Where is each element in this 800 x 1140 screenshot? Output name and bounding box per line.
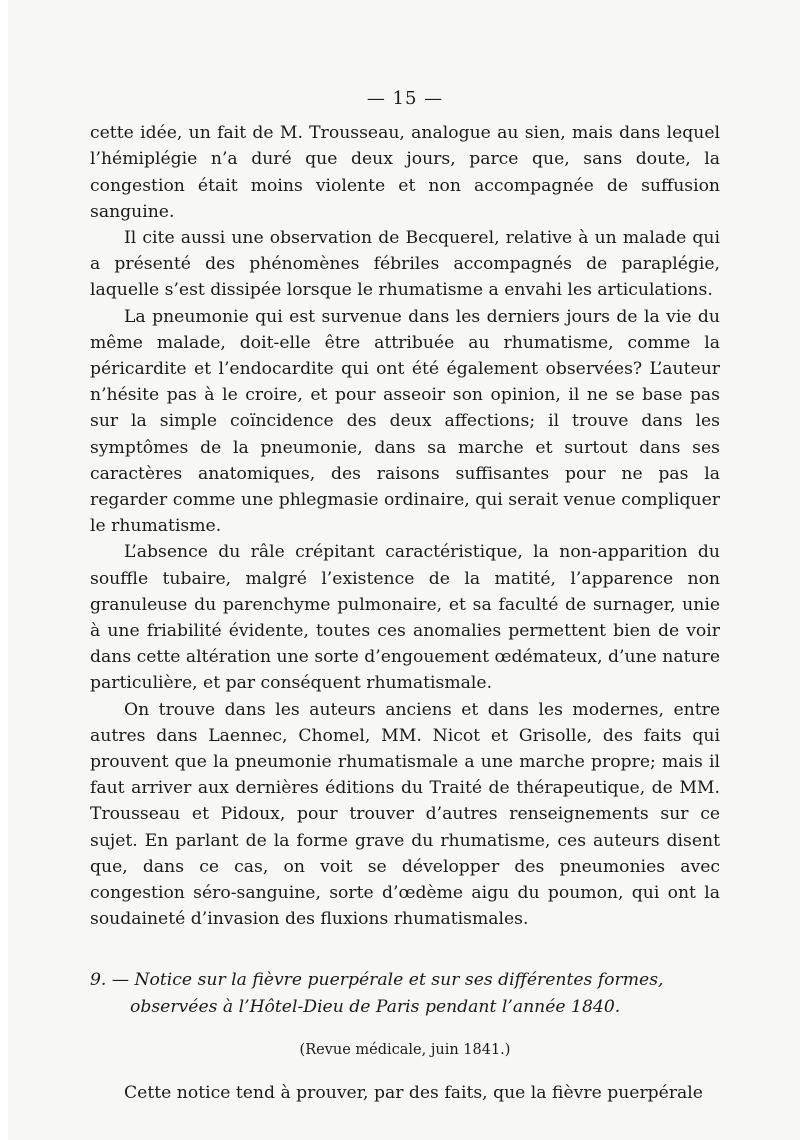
paragraph-4: L’absence du râle crépitant caractéristique, la non-apparition du souffle tubaire, malgré l’existence de la matité, l’apparence non granuleuse du parenchyme pulmonaire, et sa faculté de surnager, unie à une friabilité évidente, toutes ces anomalies permettent bien de voir dans cette altération une sorte d’engouement œdémateux, d’une nature particulière, et par conséquent rhumatismale.	[90, 542, 720, 694]
notice-source: (Revue médicale, juin 1841.)	[299, 1041, 511, 1058]
notice-heading	[90, 967, 720, 1064]
page-content	[90, 86, 720, 1106]
paragraph-5: On trouve dans les auteurs anciens et dans les modernes, entre autres dans Laennec, Chomel, MM. Nicot et Grisolle, des faits qui prouvent que la pneumonie rhumatismale a une marche propre; mais il faut arriver aux dernières éditions du Traité de thérapeutique, de MM. Trousseau et Pidoux, pour trouver d’autres renseignements sur ce sujet. En parlant de la forme grave du rhumatisme, ces auteurs disent que, dans ce cas, on voit se développer des pneumonies avec congestion séro-sanguine, sorte d’œdème aigu du poumon, qui ont la soudaineté d’invasion des fluxions rhumatismales.	[90, 699, 720, 930]
paragraph-2: Il cite aussi une observation de Becquerel, relative à un malade qui a présenté des phénomènes fébriles accompagnés de paraplégie, laquelle s’est dissipée lorsque le rhumatisme a envahi les articulations.	[90, 228, 720, 301]
page-number: — 15 —	[366, 88, 444, 109]
paragraph-1: cette idée, un fait de M. Trousseau, analogue au sien, mais dans lequel l’hémiplégie n’a duré que deux jours, parce que, sans doute, la congestion était moins violente et non accompagnée de suffusion sanguine.	[90, 123, 720, 222]
notice-title-line-1: 9. — Notice sur la fièvre puerpérale et sur ses différentes formes,	[90, 969, 664, 990]
paragraph-3: La pneumonie qui est survenue dans les derniers jours de la vie du même malade, doit-elle être attribuée au rhumatisme, comme la péricardite et l’endocardite qui ont été également observées? L’auteur n’hésite pas à le croire, et pour asseoir son opinion, il ne se base pas sur la simple coïncidence des deux affections; il trouve dans les symptômes de la pneumonie, dans sa marche et surtout dans ses caractères anatomiques, des raisons suffisantes pour ne pas la regarder comme une phlegmasie ordinaire, qui serait venue compliquer le rhumatisme.	[90, 306, 720, 537]
notice-title-line-2: observées à l’Hôtel-Dieu de Paris pendant l’année 1840.	[130, 996, 621, 1017]
paragraph-6: Cette notice tend à prouver, par des faits, que la fièvre puerpérale	[124, 1082, 703, 1103]
